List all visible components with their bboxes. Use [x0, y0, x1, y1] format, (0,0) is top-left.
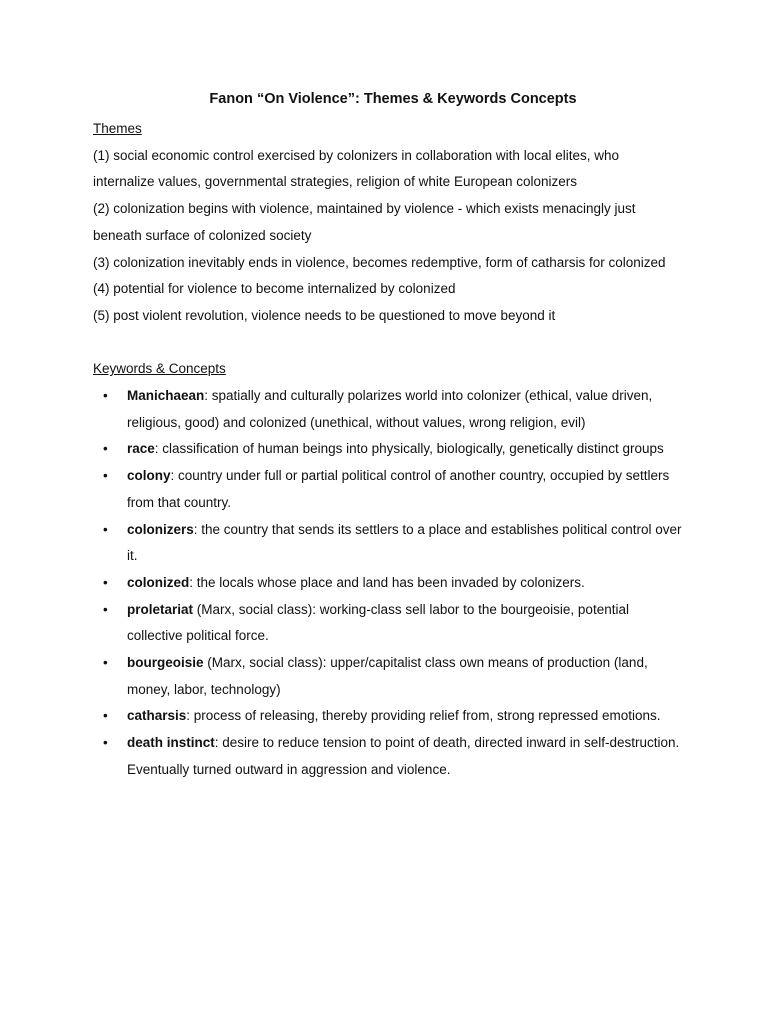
- document-page: [93, 88, 683, 784]
- bullet-icon: •: [103, 574, 108, 590]
- keyword-term: colonized: [127, 574, 190, 590]
- keyword-definition: (Marx, social class): working-class sell labor to the bourgeoisie, potential collective political force.: [127, 601, 629, 644]
- keyword-definition: : the country that sends its settlers to a place and establishes political control over it.: [127, 521, 682, 564]
- keyword-definition: : classification of human beings into physically, biologically, genetically distinct groups: [154, 441, 664, 457]
- keyword-definition: : the locals whose place and land has been invaded by colonizers.: [189, 574, 585, 590]
- keyword-item: [93, 650, 683, 703]
- keyword-item: [93, 436, 683, 463]
- keyword-item: [93, 517, 683, 570]
- bullet-icon: •: [103, 521, 108, 537]
- bullet-icon: •: [103, 735, 108, 751]
- theme-item: (2) colonization begins with violence, maintained by violence - which exists menacingly just beneath surface of colonized society: [93, 201, 636, 243]
- keyword-term: death instinct: [127, 735, 215, 751]
- keywords-list: [93, 383, 683, 784]
- keyword-item: [93, 703, 683, 730]
- bullet-icon: •: [103, 468, 108, 484]
- keywords-heading: Keywords & Concepts: [93, 361, 226, 377]
- keyword-term: Manichaean: [127, 388, 205, 404]
- keyword-term: race: [127, 441, 155, 457]
- keyword-term: catharsis: [127, 708, 187, 724]
- themes-list: [93, 143, 683, 330]
- keyword-definition: : process of releasing, thereby providing relief from, strong repressed emotions.: [186, 708, 661, 724]
- keyword-item: [93, 383, 683, 436]
- keyword-item: [93, 463, 683, 516]
- theme-item: (3) colonization inevitably ends in violence, becomes redemptive, form of catharsis for colonized: [93, 254, 666, 270]
- themes-heading: Themes: [93, 121, 142, 136]
- bullet-icon: •: [103, 708, 108, 724]
- keyword-definition: : spatially and culturally polarizes world into colonizer (ethical, value driven, religious, good) and colonized (unethical, without values, wrong religion, evil): [127, 388, 653, 430]
- keyword-term: bourgeoisie: [127, 655, 204, 671]
- keyword-definition: : desire to reduce tension to point of death, directed inward in self-destruction. Eventually turned outward in aggression and violence.: [127, 735, 680, 777]
- bullet-icon: •: [103, 601, 108, 617]
- bullet-icon: •: [103, 388, 108, 404]
- keyword-definition: (Marx, social class): upper/capitalist class own means of production (land, money, labor, technology): [127, 655, 648, 697]
- section-spacer: [93, 330, 683, 357]
- bullet-icon: •: [103, 655, 108, 671]
- keyword-term: proletariat: [127, 601, 194, 617]
- theme-item: (1) social economic control exercised by colonizers in collaboration with local elites, who internalize values, governmental strategies, religion of white European colonizers: [93, 147, 619, 190]
- theme-item: (4) potential for violence to become internalized by colonized: [93, 281, 456, 297]
- document-title: Fanon “On Violence”: Themes & Keywords Concepts: [209, 91, 577, 107]
- keyword-term: colony: [127, 468, 171, 484]
- keyword-definition: : country under full or partial political control of another country, occupied by settlers from that country.: [127, 468, 670, 510]
- theme-item: (5) post violent revolution, violence needs to be questioned to move beyond it: [93, 307, 556, 323]
- keyword-item: [93, 597, 683, 650]
- bullet-icon: •: [103, 441, 108, 457]
- keyword-item: [93, 730, 683, 783]
- keyword-item: [93, 570, 683, 597]
- keyword-term: colonizers: [127, 521, 194, 537]
